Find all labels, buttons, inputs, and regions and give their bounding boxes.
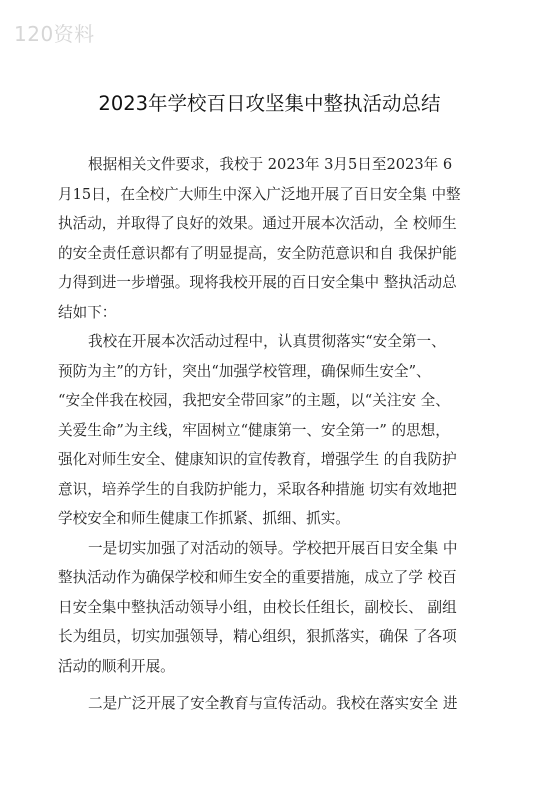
paragraph-1-line-6: 结如下：: [58, 303, 117, 321]
paragraph-gap: [58, 681, 498, 689]
paragraph-3-line-3: 日安全集中整执活动领导小组，由校长任组长，副校长、 副组: [58, 598, 457, 616]
paragraph-2-line-7: 学校安全和师生健康工作抓紧、抓细、抓实。: [58, 510, 350, 527]
paragraph-2-line-1: 我校在开展本次活动过程中，认真贯彻落实“安全第一、: [88, 333, 446, 350]
paragraph-1-line-4: 的安全责任意识都有了明显提高，安全防范意识和自 我保护能: [58, 244, 457, 262]
paragraph-2-line-5: 强化对师生安全、健康知识的宣传教育，增强学生 的自我防护: [58, 451, 457, 468]
paragraph-3-line-4: 长为组员，切实加强领导，精心组织，狠抓落实，确保 了各项: [58, 628, 457, 645]
paragraph-3-line-5: 活动的顺利开展。: [58, 657, 175, 675]
paragraph-2-line-2: 预防为主”的方针，突出“加强学校管理，确保师生安全”、: [58, 362, 431, 380]
paragraph-1-line-5: 力得到进一步增强。现将我校开展的百日安全集中 整执活动总: [58, 274, 457, 291]
document-body: [58, 150, 498, 719]
paragraph-1-line-1: 根据相关文件要求，我校于 2023年 3月5日至2023年 6: [88, 156, 453, 173]
paragraph-3-line-2: 整执活动作为确保学校和师生安全的重要措施，成立了学 校百: [58, 569, 457, 586]
paragraph-4-line-1: 二是广泛开展了安全教育与宣传活动。我校在落实安全 进: [88, 695, 458, 712]
paragraph-2-line-4: 关爱生命”为主线，牢固树立“健康第一、安全第一” 的思想，: [58, 421, 450, 439]
paragraph-2-line-6: 意识，培养学生的自我防护能力，采取各种措施 切实有效地把: [58, 480, 457, 498]
paragraph-1-line-2: 月15日，在全校广大师生中深入广泛地开展了百日安全集 中整: [58, 185, 461, 203]
paragraph-3-line-1: 一是切实加强了对活动的领导。学校把开展百日安全集 中: [88, 539, 458, 557]
paragraph-2-line-3: “安全伴我在校园，我把安全带回家”的主题，以“关注安 全、: [58, 392, 450, 409]
paragraph-1-line-3: 执活动，并取得了良好的效果。通过开展本次活动，全 校师生: [58, 215, 457, 232]
page-title: 2023年学校百日攻坚集中整执活动总结: [98, 92, 441, 115]
watermark: 120资料: [14, 22, 95, 46]
